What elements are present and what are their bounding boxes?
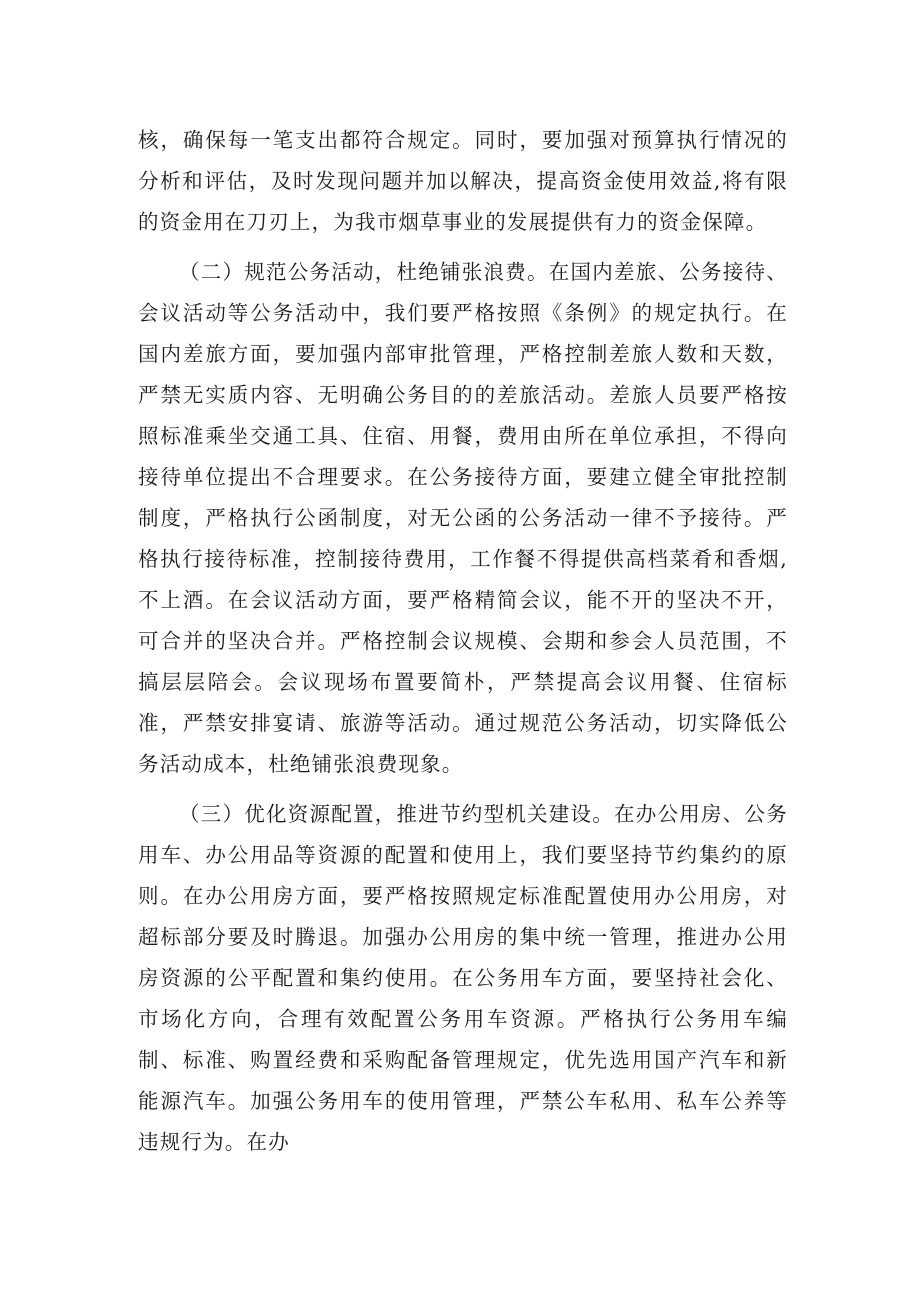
paragraph-continued-budget: 核，确保每一笔支出都符合规定。同时，要加强对预算执行情况的分析和评估，及时发现问题并加以解决，提高资金使用效益,将有限的资金用在刀刃上，为我市烟草事业的发展提供有力的资金保障。 xyxy=(138,128,788,234)
document-body xyxy=(138,120,788,1163)
paragraph-official-activities: （二）规范公务活动，杜绝铺张浪费。在国内差旅、公务接待、会议活动等公务活动中，我们要严格按照《条例》的规定执行。在国内差旅方面，要加强内部审批管理，严格控制差旅人数和天数，严禁无实质内容、无明确公务目的的差旅活动。差旅人员要严格按照标准乘坐交通工具、住宿、用餐，费用由所在单位承担，不得向接待单位提出不合理要求。在公务接待方面，要建立健全审批控制制度，严格执行公函制度，对无公函的公务活动一律不予接待。严格执行接待标准，控制接待费用，工作餐不得提供高档菜肴和香烟,不上酒。在会议活动方面，要严格精简会议，能不开的坚决不开，可合并的坚决合并。严格控制会议规模、会期和参会人员范围，不搞层层陪会。会议现场布置要简朴，严禁提高会议用餐、住宿标准，严禁安排宴请、旅游等活动。通过规范公务活动，切实降低公务活动成本，杜绝铺张浪费现象。 xyxy=(138,260,788,776)
paragraph-resource-allocation: （三）优化资源配置，推进节约型机关建设。在办公用房、公务用车、办公用品等资源的配置和使用上，我们要坚持节约集约的原则。在办公用房方面，要严格按照规定标准配置使用办公用房，对超标部分要及时腾退。加强办公用房的集中统一管理，推进办公用房资源的公平配置和集约使用。在公务用车方面，要坚持社会化、市场化方向，合理有效配置公务用车资源。严格执行公务用车编制、标准、购置经费和采购配备管理规定，优先选用国产汽车和新能源汽车。加强公务用车的使用管理，严禁公车私用、私车公养等违规行为。在办 xyxy=(138,802,788,1154)
